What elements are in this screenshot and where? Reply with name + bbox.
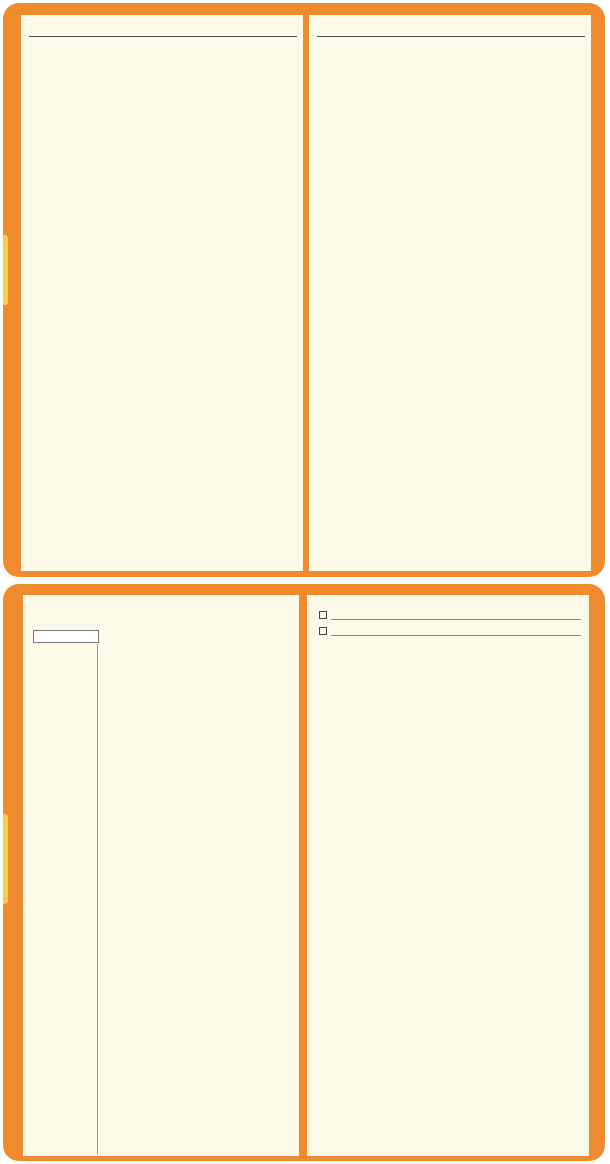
divider bbox=[331, 619, 581, 620]
weekly-planner-spread bbox=[3, 3, 605, 577]
memo-header bbox=[33, 630, 99, 643]
checkbox[interactable] bbox=[319, 611, 327, 619]
february-header bbox=[317, 18, 585, 37]
january-page bbox=[21, 15, 303, 571]
monthly-right-page bbox=[307, 595, 589, 1156]
checkbox[interactable] bbox=[319, 627, 327, 635]
january-header bbox=[29, 18, 297, 37]
february-page bbox=[309, 15, 591, 571]
memo-column bbox=[33, 644, 98, 1154]
monthly-left-page bbox=[23, 595, 299, 1156]
bookmark-tab bbox=[3, 235, 8, 305]
monthly-planner-spread bbox=[3, 584, 605, 1161]
bookmark-tab bbox=[3, 814, 8, 904]
divider bbox=[331, 635, 581, 636]
